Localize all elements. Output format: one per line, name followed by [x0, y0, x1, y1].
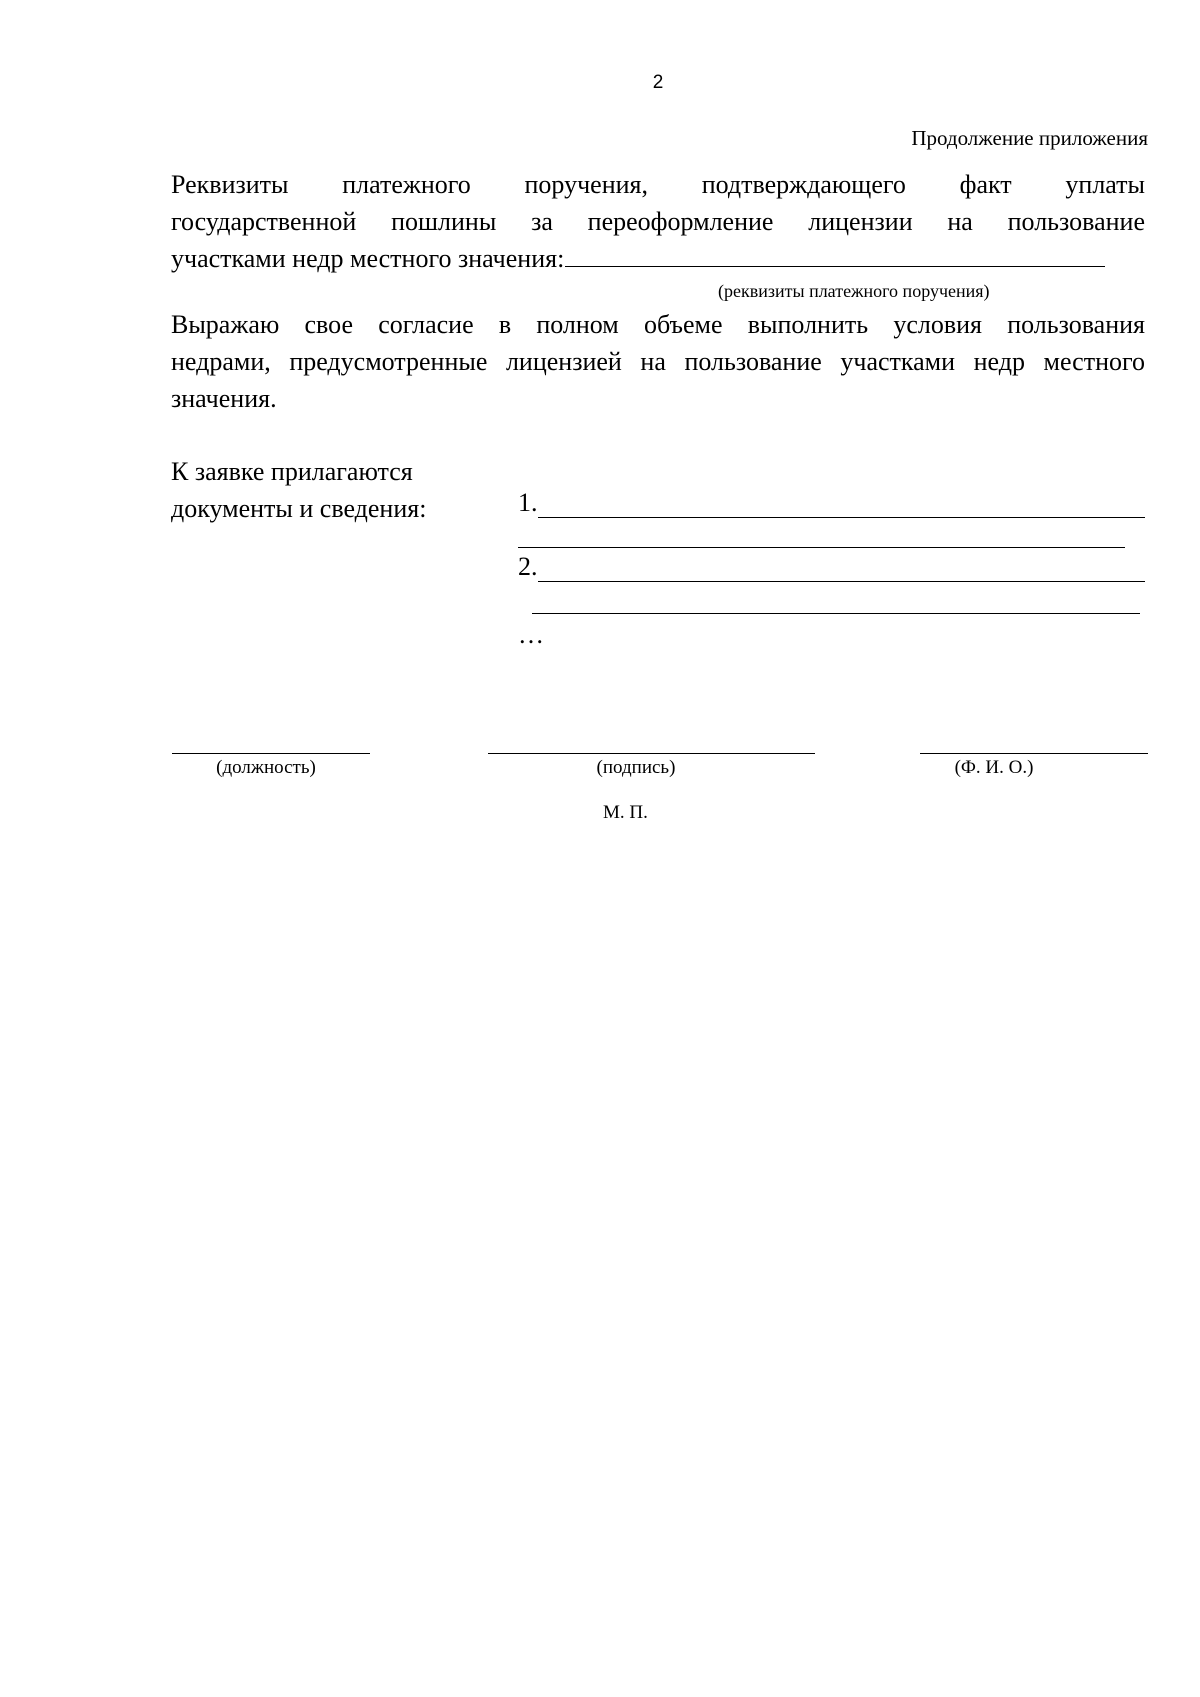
attachments-ellipsis: …: [518, 620, 544, 649]
attachment-item-1-field[interactable]: [538, 491, 1146, 518]
payment-paragraph: [171, 166, 1145, 277]
attachment-item-number: 1.: [518, 488, 538, 517]
continuation-note: Продолжение приложения: [911, 126, 1148, 150]
payment-text-line-3: [171, 240, 1145, 277]
attachments-label-line-2: документы и сведения:: [171, 494, 427, 523]
attachment-item-2: [518, 552, 1145, 582]
full-name-caption: (Ф. И. О.): [954, 757, 1034, 778]
attachment-item-number: 2.: [518, 552, 538, 581]
consent-text-line-3: значения.: [171, 384, 277, 413]
full-name-field[interactable]: [920, 752, 1148, 754]
signature-field[interactable]: [488, 752, 815, 754]
consent-paragraph: [171, 306, 1145, 417]
attachment-item-1: [518, 488, 1145, 518]
attachment-item-2-continuation-field[interactable]: [532, 612, 1140, 614]
consent-text-line-2: недрами, предусмотренные лицензией на пользование участками недр местного: [171, 347, 1145, 376]
attachment-item-1-continuation-field[interactable]: [518, 546, 1125, 548]
attachment-item-2-field[interactable]: [538, 555, 1146, 582]
page-number: 2: [652, 72, 664, 93]
signature-caption: (подпись): [596, 757, 676, 778]
payment-text-line-2: государственной пошлины за переоформление лицензии на пользование: [171, 207, 1145, 236]
payment-text-line-1: Реквизиты платежного поручения, подтверждающего факт уплаты: [171, 170, 1145, 199]
position-caption: (должность): [216, 757, 316, 778]
consent-text-line-1: Выражаю свое согласие в полном объеме выполнить условия пользования: [171, 310, 1145, 339]
payment-details-hint: (реквизиты платежного поручения): [718, 281, 990, 301]
attachments-label: [171, 453, 426, 527]
payment-text-line-3-label: участками недр местного значения:: [171, 244, 565, 273]
payment-details-field[interactable]: [565, 240, 1105, 267]
attachments-label-line-1: К заявке прилагаются: [171, 457, 413, 486]
stamp-place-label: М. П.: [603, 802, 648, 823]
position-field[interactable]: [172, 752, 370, 754]
